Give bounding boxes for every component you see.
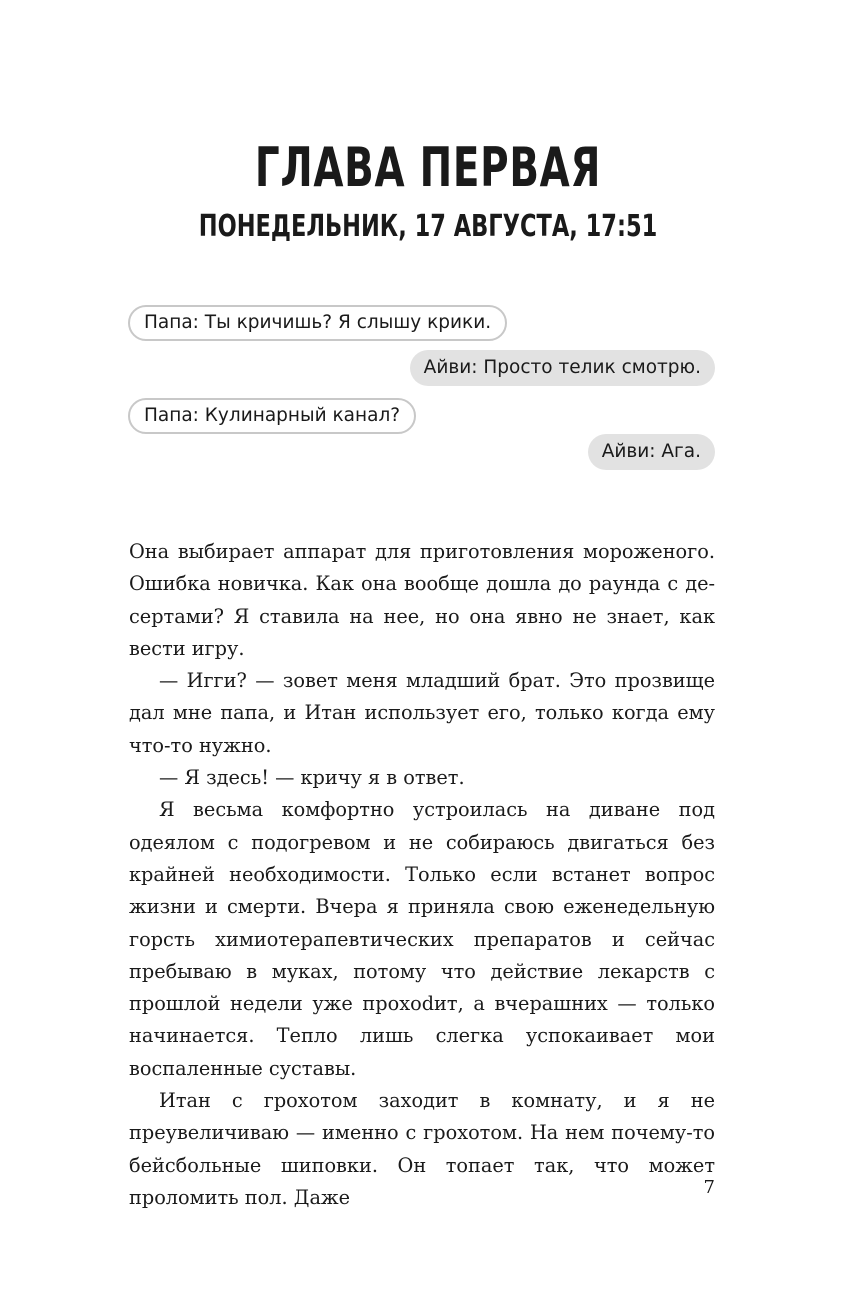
page-number: 7 <box>703 1177 715 1198</box>
paragraph: Она выбирает аппарат для приготовления мороженого. Ошибка новичка. Как она вообще дошла до раунда с десертами? Я ставила на нее, но она явно не знает, как вести игру. <box>129 540 715 660</box>
paragraph: Я весьма комфортно устроилась на диване под одеялом с подогревом и не собираюсь двигаться без крайней необходимости. Только если встанет вопрос жизни и смерти. Вчера я приняла свою еженедельную горсть химиотерапевтических препаратов и сейчас пребываю в муках, потому что действие лекарств с прошлой недели уже прохоdит, а вчерашних — только начинается. Тепло лишь слегка успокаивает мои воспаленные суставы. <box>129 798 715 1080</box>
paragraph: Итан с грохотом заходит в комнату, и я не преувеличиваю — именно с грохотом. На нем почему-то бейсбольные шиповки. Он топает так, что может проломить пол. Даже <box>129 1089 715 1209</box>
message-bubble-dad: Папа: Ты кричишь? Я слышу крики. <box>128 305 507 341</box>
chapter-title: ГЛАВА ПЕРВАЯ <box>254 136 602 199</box>
chapter-subtitle: ПОНЕДЕЛЬНИК, 17 АВГУСТА, 17:51 <box>198 209 658 244</box>
message-bubble-ivy: Айви: Просто телик смотрю. <box>410 350 715 386</box>
message-bubble-ivy: Айви: Ага. <box>588 434 715 470</box>
message-bubble-dad: Папа: Кулинарный канал? <box>128 398 416 434</box>
paragraph: — Игги? — зовет меня младший брат. Это прозвище дал мне папа, и Итан использует его, только когда ему что-то нужно. <box>129 669 715 757</box>
body-text <box>129 536 715 1214</box>
paragraph: — Я здесь! — кричу я в ответ. <box>159 766 465 790</box>
